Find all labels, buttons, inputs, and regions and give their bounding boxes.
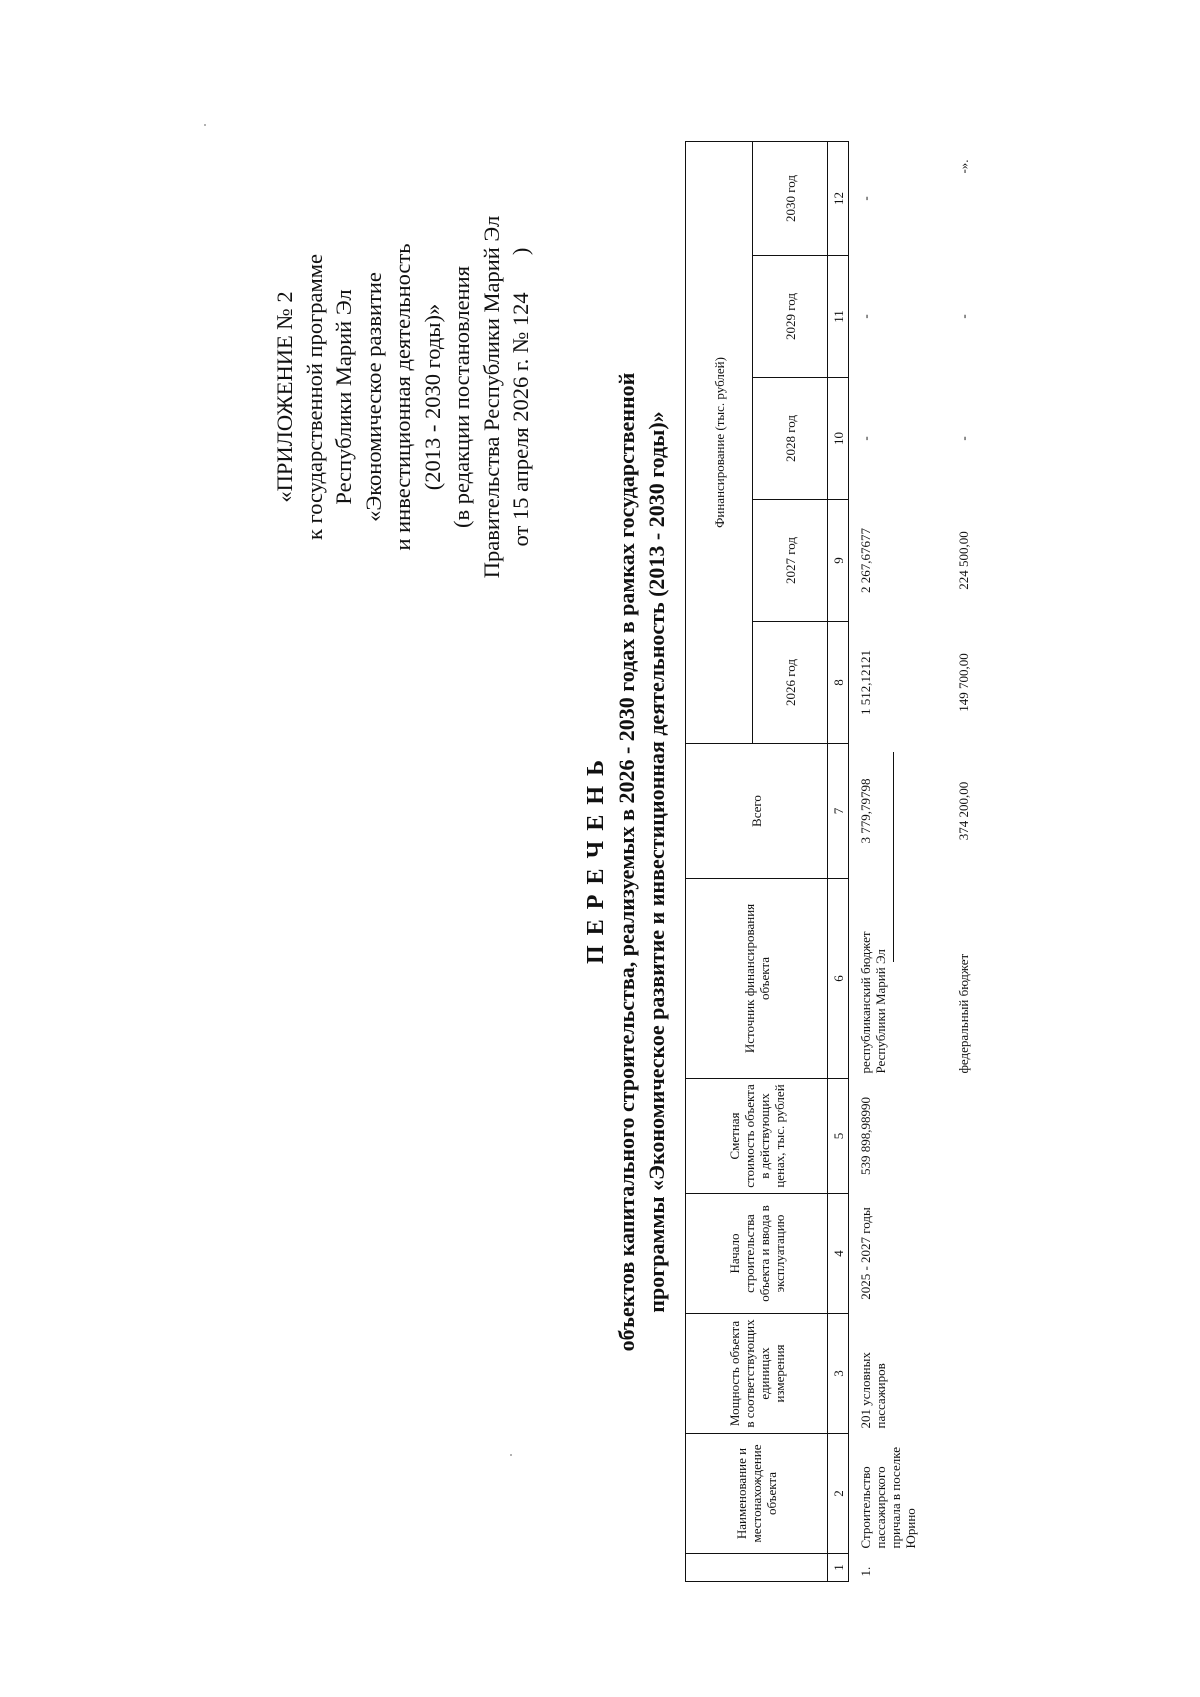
column-number: 1 <box>828 1554 849 1582</box>
doc-number: 124 <box>508 292 533 327</box>
construction-period: 2025 - 2027 годы <box>858 1207 873 1300</box>
scan-speck <box>204 124 206 126</box>
header-index <box>686 1554 828 1582</box>
row-number: 1. <box>858 1566 873 1577</box>
header-year: 2030 год <box>753 141 828 255</box>
header-source: Источник финансирования объекта <box>686 879 828 1079</box>
column-number: 5 <box>828 1079 849 1194</box>
appendix-line: (2013 - 2030 годы)» <box>419 303 445 491</box>
appendix-line: Республики Марий Эл <box>331 289 356 505</box>
header-year: 2028 год <box>753 378 828 500</box>
amount-2026: 1 512,12121 <box>858 650 873 715</box>
appendix-line: Правительства Республики Марий Эл <box>478 215 504 579</box>
date-month-year: апреля 2026 г. № <box>508 331 533 492</box>
header-cost: Сметная стоимость объекта в действующих ценах, тыс. рублей <box>686 1079 828 1194</box>
object-capacity <box>922 1314 975 1434</box>
total-amount: 3 779,79798 <box>858 778 873 844</box>
object-capacity: 201 условных пассажиров <box>858 1352 888 1429</box>
header-financing: Финансирование (тыс. рублей) <box>686 141 753 743</box>
date-day: 15 <box>508 497 533 521</box>
header-year: 2027 год <box>753 500 828 622</box>
table-row <box>849 141 923 1581</box>
row-number <box>922 1554 975 1582</box>
closing-paren: ) <box>508 247 533 256</box>
column-number: 12 <box>828 141 849 255</box>
amount-2028: - <box>956 436 971 441</box>
header-capacity: Мощность объекта в соответствующих единицах измерения <box>686 1314 828 1434</box>
funding-source: республиканский бюджет Республики Марий Эл <box>858 931 888 1074</box>
objects-table <box>685 141 975 1582</box>
amount-2027: 224 500,00 <box>956 531 971 590</box>
header-total: Всего <box>686 744 828 879</box>
amount-2028: - <box>858 436 873 441</box>
closing-rule <box>893 752 894 962</box>
appendix-date-line <box>506 157 536 637</box>
appendix-line: и инвестиционная деятельность <box>390 243 415 551</box>
title-main: ПЕРЕЧЕНЬ <box>583 749 609 965</box>
amount-2030: -». <box>956 159 971 174</box>
table-row <box>922 141 975 1581</box>
column-number: 2 <box>828 1434 849 1554</box>
column-number: 8 <box>828 622 849 744</box>
funding-source: федеральный бюджет <box>956 953 971 1074</box>
construction-period <box>922 1194 975 1314</box>
appendix-header <box>270 157 536 637</box>
object-name: Строительство пассажирского причала в поселке Юрино <box>858 1447 918 1549</box>
appendix-line: (в редакции постановления <box>449 266 474 528</box>
header-year: 2026 год <box>753 622 828 744</box>
date-prefix: от <box>508 525 533 547</box>
estimated-cost: 539 898,98990 <box>858 1097 873 1175</box>
amount-2029: - <box>956 314 971 319</box>
total-amount: 374 200,00 <box>956 781 971 841</box>
column-number: 7 <box>828 744 849 879</box>
column-number: 6 <box>828 879 849 1079</box>
header-year: 2029 год <box>753 256 828 378</box>
appendix-line: «ПРИЛОЖЕНИЕ № 2 <box>272 291 297 503</box>
amount-2026: 149 700,00 <box>956 653 971 712</box>
amount-2029: - <box>858 314 873 319</box>
title-line-2: программы «Экономическое развитие и инвестиционная деятельность (2013 - 2030 годы)» <box>644 411 669 1313</box>
rotated-page <box>100 142 971 1582</box>
estimated-cost <box>922 1079 975 1194</box>
header-name: Наименование и местонахождение объекта <box>686 1434 828 1554</box>
column-number: 10 <box>828 378 849 500</box>
amount-2030: - <box>858 196 873 201</box>
document-title <box>580 142 672 1582</box>
amount-2027: 2 267,67677 <box>858 528 873 593</box>
column-number: 9 <box>828 500 849 622</box>
appendix-line: к государственной программе <box>301 254 327 541</box>
title-line-1: объектов капитального строительства, реализуемых в 2026 - 2030 годах в рамках государственной <box>614 372 639 1352</box>
appendix-line: «Экономическое развитие <box>360 272 386 522</box>
object-name <box>922 1434 975 1554</box>
column-number: 11 <box>828 256 849 378</box>
header-start: Начало строительства объекта и ввода в эксплуатацию <box>686 1194 828 1314</box>
column-number: 4 <box>828 1194 849 1314</box>
column-number: 3 <box>828 1314 849 1434</box>
